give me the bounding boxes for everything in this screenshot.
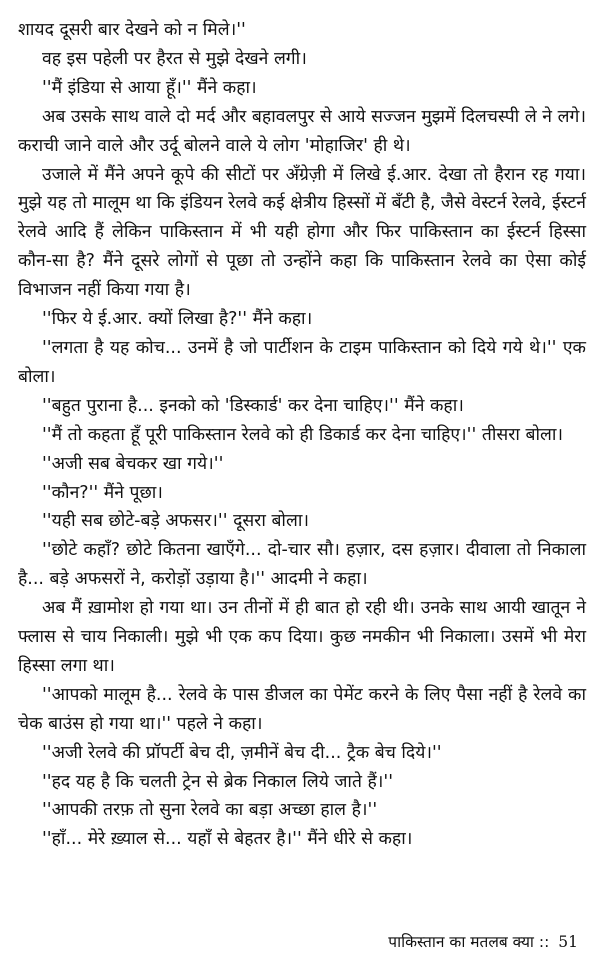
paragraph: ''आपको मालूम है... रेलवे के पास डीजल का पेमेंट करने के लिए पैसा नहीं है रेलवे का चेक बाउंस हो गया था।'' पहले ने कहा। — [18, 684, 586, 734]
paragraph: ''यही सब छोटे-बड़े अफसर।'' दूसरा बोला। — [42, 511, 309, 532]
paragraph-continuation: शायद दूसरी बार देखने को न मिले।'' — [18, 20, 246, 40]
paragraph: ''आपकी तरफ़ तो सुना रेलवे का बड़ा अच्छा हाल है।'' — [42, 800, 378, 821]
page-footer — [388, 930, 578, 952]
paragraph: अब उसके साथ वाले दो मर्द और बहावलपुर से आये सज्जन मुझमें दिलचस्पी ले ने लगे। कराची जाने वाले और उर्दू बोलने वाले ये लोग 'मोहाजिर' ही थे। — [18, 106, 586, 156]
paragraph: ''कौन?'' मैंने पूछा। — [42, 482, 163, 503]
paragraph: उजाले में मैंने अपने कूपे की सीटों पर अँग्रेज़ी में लिखे ई.आर. देखा तो हैरान रह गया। मुझे यह तो मालूम था कि इंडियन रेलवे कई क्षेत्रीय हिस्सों में बँटी है, जैसे वेस्टर्न रेलवे, ईस्टर्न रेलवे आदि हैं लेकिन पाकिस्तान में भी यही होगा और फिर पाकिस्तान का ईस्टर्न हिस्सा कौन-सा है? मैंने दूसरे लोगों से पूछा तो उन्होंने कहा कि पाकिस्तान रेलवे का ऐसा कोई विभाजन नहीं किया गया है। — [18, 164, 586, 301]
paragraph: ''अजी सब बेचकर खा गये।'' — [42, 453, 224, 474]
running-title: पाकिस्तान का मतलब क्या :: — [388, 933, 550, 951]
paragraph: वह इस पहेली पर हैरत से मुझे देखने लगी। — [42, 48, 307, 69]
paragraph: ''हद यह है कि चलती ट्रेन से ब्रेक निकाल लिये जाते हैं।'' — [42, 771, 394, 792]
paragraph: ''मैं तो कहता हूँ पूरी पाकिस्तान रेलवे को ही डिकार्ड कर देना चाहिए।'' तीसरा बोला। — [42, 424, 564, 445]
paragraph: अब मैं ख़ामोश हो गया था। उन तीनों में ही बात हो रही थी। उनके साथ आयी खातून ने फ्लास से चाय निकाली। मुझे भी एक कप दिया। कुछ नमकीन भी निकाला। उसमें भी मेरा हिस्सा लगा था। — [18, 598, 586, 676]
page-number: 51 — [558, 933, 578, 951]
paragraph: ''फिर ये ई.आर. क्यों लिखा है?'' मैंने कहा। — [42, 309, 313, 330]
paragraph: ''छोटे कहाँ? छोटे कितना खाएँगे... दो-चार सौ। हज़ार, दस हज़ार। दीवाला तो निकाला है... बड़े अफसरों ने, करोड़ों उड़ाया है।'' आदमी ने कहा। — [18, 540, 586, 590]
paragraph: ''मैं इंडिया से आया हूँ।'' मैंने कहा। — [42, 77, 257, 98]
paragraph: ''लगता है यह कोच... उनमें है जो पार्टीशन के टाइम पाकिस्तान को दिये गये थे।'' एक बोला। — [18, 337, 586, 387]
paragraph: ''हाँ... मेरे ख़्याल से... यहाँ से बेहतर है।'' मैंने धीरे से कहा। — [42, 829, 413, 850]
body-text — [18, 16, 586, 854]
paragraph: ''अजी रेलवे की प्रॉपर्टी बेच दी, ज़मीनें बेच दी... ट्रैक बेच दिये।'' — [42, 742, 442, 763]
paragraph: ''बहुत पुराना है... इनको को 'डिस्कार्ड' कर देना चाहिए।'' मैंने कहा। — [42, 395, 464, 416]
